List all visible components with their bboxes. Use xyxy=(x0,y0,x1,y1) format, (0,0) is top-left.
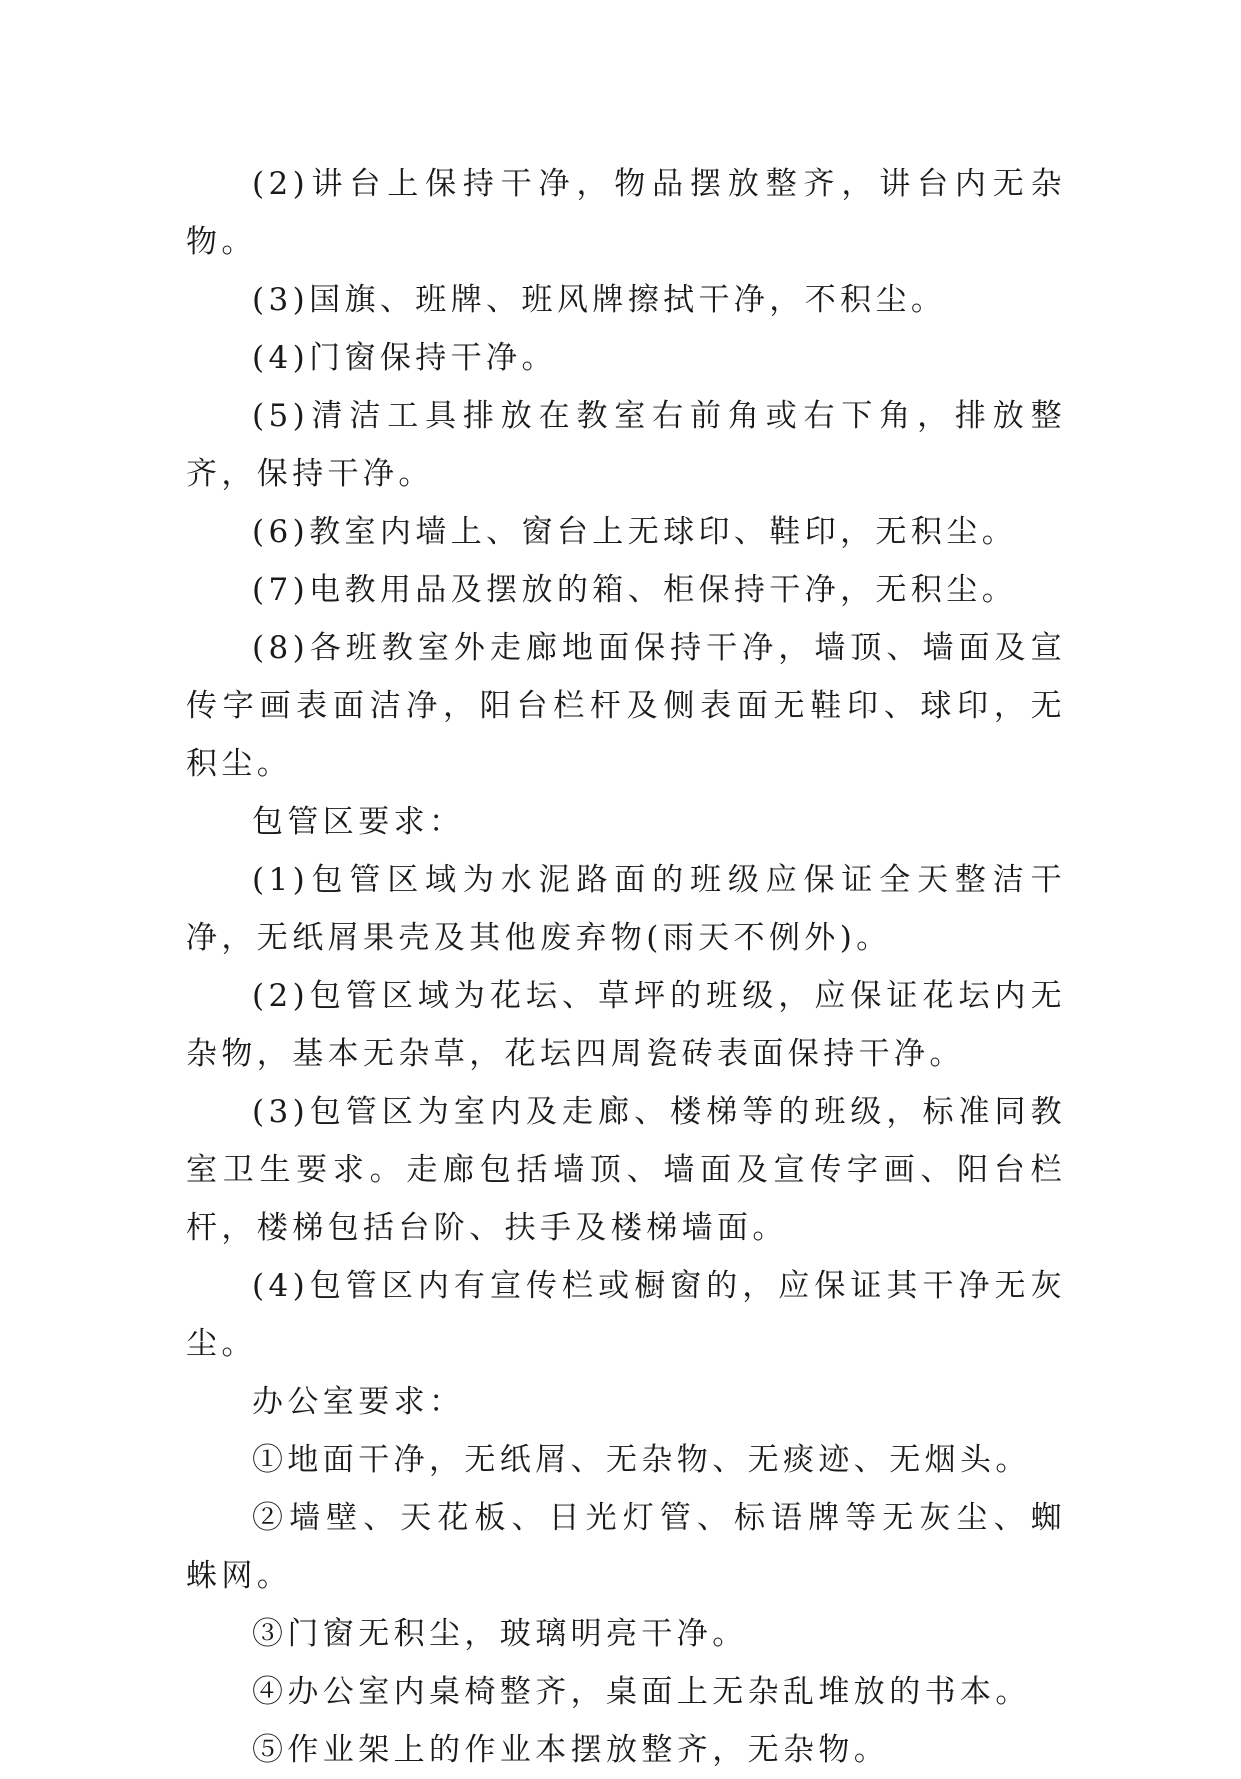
paragraph: (2)包管区域为花坛、草坪的班级，应保证花坛内无杂物，基本无杂草，花坛四周瓷砖表面保持干净。 xyxy=(186,978,1066,1072)
paragraph: (8)各班教室外走廊地面保持干净，墙顶、墙面及宣传字画表面洁净，阳台栏杆及侧表面无鞋印、球印，无积尘。 xyxy=(186,630,1066,782)
paragraph: (6)教室内墙上、窗台上无球印、鞋印，无积尘。 xyxy=(252,514,1018,550)
paragraph: ③门窗无积尘，玻璃明亮干净。 xyxy=(252,1616,748,1652)
paragraph: ⑤作业架上的作业本摆放整齐，无杂物。 xyxy=(252,1732,890,1768)
section-heading: 包管区要求： xyxy=(252,804,465,840)
paragraph: (4)包管区内有宣传栏或橱窗的，应保证其干净无灰尘。 xyxy=(186,1268,1066,1362)
paragraph: (7)电教用品及摆放的箱、柜保持干净，无积尘。 xyxy=(252,572,1018,608)
paragraph: (4)门窗保持干净。 xyxy=(252,340,557,376)
paragraph: (1)包管区域为水泥路面的班级应保证全天整洁干净，无纸屑果壳及其他废弃物(雨天不例外)。 xyxy=(186,862,1066,956)
paragraph: ②墙壁、天花板、日光灯管、标语牌等无灰尘、蜘蛛网。 xyxy=(186,1500,1066,1594)
paragraph: (3)包管区为室内及走廊、楼梯等的班级，标准同教室卫生要求。走廊包括墙顶、墙面及宣传字画、阳台栏杆，楼梯包括台阶、扶手及楼梯墙面。 xyxy=(186,1094,1066,1246)
paragraph: ①地面干净，无纸屑、无杂物、无痰迹、无烟头。 xyxy=(252,1442,1031,1478)
paragraph: (5)清洁工具排放在教室右前角或右下角，排放整齐，保持干净。 xyxy=(186,398,1066,492)
paragraph: ④办公室内桌椅整齐，桌面上无杂乱堆放的书本。 xyxy=(252,1674,1031,1710)
paragraph: (2)讲台上保持干净，物品摆放整齐，讲台内无杂物。 xyxy=(186,166,1066,260)
section-heading: 办公室要求： xyxy=(252,1384,465,1420)
paragraph: (3)国旗、班牌、班风牌擦拭干净，不积尘。 xyxy=(252,282,947,318)
document-body xyxy=(186,155,1066,1779)
